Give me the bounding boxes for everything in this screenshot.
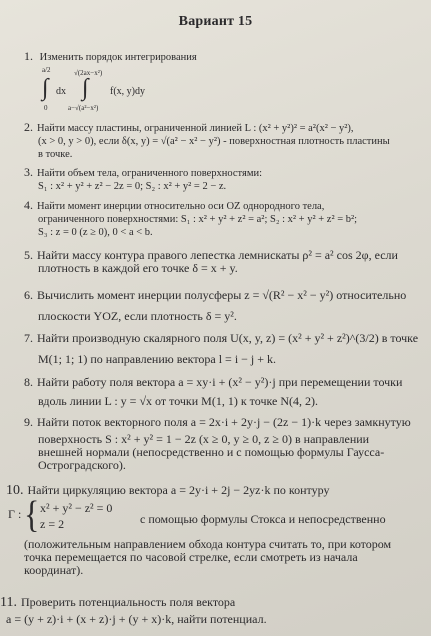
- task-number: 7.: [24, 331, 33, 345]
- system-eq-1: x² + y² − z² = 0: [40, 501, 113, 515]
- task-number: 1.: [24, 49, 33, 63]
- task-line: точка перемещается по часовой стрелке, если смотреть из начала: [24, 550, 358, 564]
- task-3: [24, 166, 421, 193]
- task-number: 2.: [24, 120, 33, 134]
- task-line: плотность в каждой его точке δ = x + y.: [38, 261, 238, 275]
- task-line: в точке.: [38, 149, 73, 160]
- task-number: 11.: [0, 595, 17, 610]
- task-10-remainder: [24, 538, 421, 577]
- task-2: [24, 121, 421, 161]
- task-8: [24, 376, 421, 408]
- task-number: 4.: [24, 198, 33, 212]
- task-line: поверхность S : x² + y² = 1 − 2z (x ≥ 0, y ≥ 0, z ≥ 0) в направлении: [38, 432, 370, 446]
- task-number: 6.: [24, 288, 33, 302]
- outer-upper-limit: a/2: [42, 66, 51, 74]
- task-text: Изменить порядок интегрирования: [39, 52, 197, 63]
- task-line: Найти объем тела, ограниченного поверхностями:: [37, 168, 263, 179]
- task-10: [6, 484, 421, 497]
- task-line: Найти массу пластины, ограниченной линией L : (x² + y²)² = a²(x² − y²),: [37, 123, 354, 134]
- integral-sign-outer: ∫: [42, 75, 49, 101]
- inner-lower-limit: a−√(a²−x²): [68, 104, 99, 112]
- task-line: (x > 0, y > 0), если δ(x, y) = √(a² − x² − y²) - поверхностная плотность пластины: [38, 136, 390, 147]
- task-line: S₁ : x² + y² + z² − 2z = 0; S₂ : x² + y² = 2 − z.: [38, 181, 227, 192]
- integrand: f(x, y)dy: [110, 86, 145, 97]
- task-line: Вычислить момент инерции полусферы z = √(R² − x² − y²) относительно: [37, 288, 407, 302]
- task-line: Остроградского).: [38, 458, 126, 472]
- task-6: [24, 289, 421, 323]
- task-number: 5.: [24, 248, 33, 262]
- task-number: 8.: [24, 375, 33, 389]
- page-title: Вариант 15: [178, 14, 253, 29]
- task-line: ограниченного поверхностями: S₁ : x² + y² + z² = a²; S₂ : x² + y² + z² = b²;: [38, 214, 358, 225]
- task-number: 3.: [24, 165, 33, 179]
- outer-lower-limit: 0: [44, 104, 48, 112]
- task-line: Найти работу поля вектора a = xy·i + (x² − y²)·j при перемещении точки: [37, 375, 403, 389]
- system-brace: {: [24, 492, 40, 536]
- task-line: S₃ : z = 0 (z ≥ 0), 0 < a < b.: [38, 227, 153, 238]
- contour-label: Γ :: [8, 507, 22, 521]
- task-line: Найти циркуляцию вектора a = 2y·i + 2j − 2yz·k по контуру: [27, 483, 330, 497]
- task-9: [24, 416, 421, 472]
- task-5: [24, 249, 421, 275]
- task-line: Найти производную скалярного поля U(x, y, z) = (x² + y² + z²)^(3/2) в точке: [37, 331, 419, 345]
- task-line: a = (y + z)·i + (x + z)·j + (y + x)·k, найти потенциал.: [6, 612, 267, 626]
- task-line: Найти поток векторного поля a = 2x·i + 2y·j − (2z − 1)·k через замкнутую: [37, 415, 411, 429]
- task-1: [24, 50, 421, 64]
- task-7: [24, 332, 421, 366]
- task-line: координат).: [24, 563, 84, 577]
- task-number: 9.: [24, 415, 33, 429]
- task-11: [0, 596, 421, 626]
- integral-sign-inner: ∫: [82, 75, 89, 101]
- double-integral: [40, 66, 280, 116]
- dx-text: dx: [56, 86, 66, 97]
- task-line: внешней нормали (непосредственно и с помощью формулы Гаусса-: [38, 445, 385, 459]
- task-line: Проверить потенциальность поля вектора: [20, 595, 236, 609]
- system-eq-2: z = 2: [40, 517, 65, 531]
- task-line: вдоль линии L : y = √x от точки M(1, 1) к точке N(4, 2).: [38, 394, 318, 408]
- task-line: плоскости YOZ, если плотность δ = y².: [38, 309, 237, 323]
- task-line: Найти момент инерции относительно оси OZ однородного тела,: [37, 201, 325, 212]
- task-line: с помощью формулы Стокса и непосредственно: [140, 512, 386, 526]
- inner-upper-limit: √(2ax−x²): [74, 69, 103, 77]
- task-line: M(1; 1; 1) по направлению вектора l = i − j + k.: [38, 352, 277, 366]
- task-line: Найти массу контура правого лепестка лемнискаты ρ² = a² cos 2φ, если: [37, 248, 398, 262]
- task-line: (положительным направлением обхода контура считать то, при котором: [24, 537, 392, 551]
- task-number: 10.: [6, 483, 24, 498]
- task-4: [24, 199, 421, 239]
